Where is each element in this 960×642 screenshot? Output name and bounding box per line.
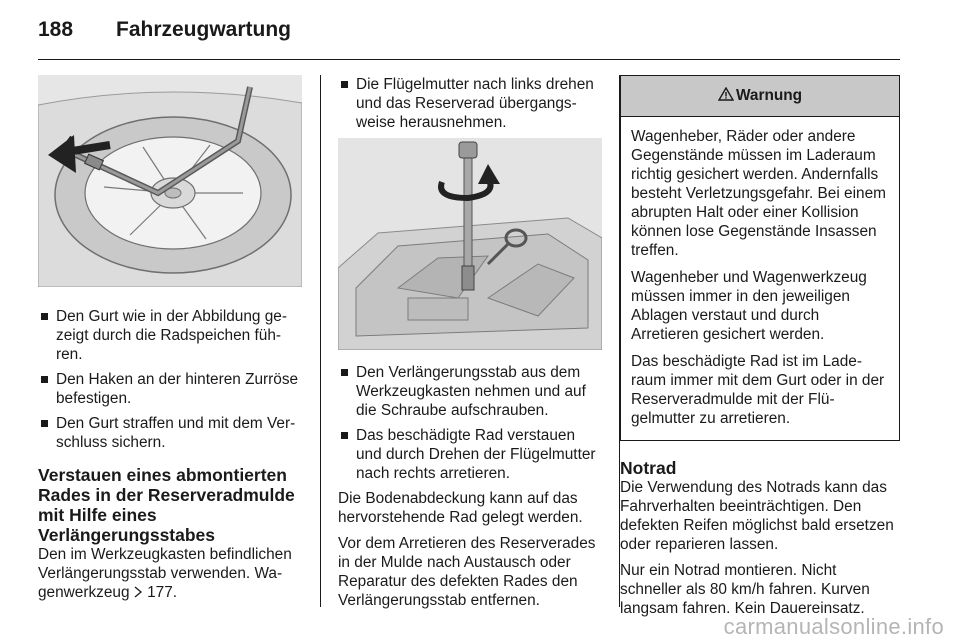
spare-wheel-strap-illustration: [38, 75, 302, 287]
remove-rod-paragraph: Vor dem Arretieren des Reserverades in der Mulde nach Austausch oder Reparatur des defekten Rades den Verlängerungsstab entfernen.: [338, 535, 596, 609]
bullet-square-icon: [41, 376, 48, 383]
floor-cover-paragraph: Die Bodenabdeckung kann auf das hervorstehende Rad gelegt werden.: [338, 490, 583, 526]
section-heading-storage: Verstauen eines abmontierten Rades in der Reserveradmulde mit Hilfe eines Verlängerungsstabes: [38, 465, 295, 545]
warning-title: Warnung: [735, 87, 803, 104]
bullet-square-icon: [341, 81, 348, 88]
list-item: Den Gurt straffen und mit dem Verschluss sichern.: [38, 414, 302, 452]
column-right: [620, 75, 902, 625]
page-header: [38, 18, 291, 48]
column-left: [38, 75, 302, 609]
bullet-square-icon: [341, 369, 348, 376]
bullet-square-icon: [341, 432, 348, 439]
warning-header: [621, 76, 899, 117]
warning-triangle-icon: [718, 87, 734, 106]
bullet-square-icon: [41, 313, 48, 320]
extension-rod-illustration: [338, 138, 602, 350]
list-item: Den Gurt wie in der Abbildung gezeigt durch die Radspeichen führen.: [38, 307, 302, 364]
arrow-reference-icon: [134, 584, 143, 596]
strap-instructions-list: [38, 307, 302, 452]
page-title: Fahrzeugwartung: [116, 18, 292, 41]
notrad-paragraph: Die Verwendung des Notrads kann das Fahrverhalten beeinträchtigen. Den defekten Reifen möglichst bald ersetzen oder reparieren lassen.: [620, 479, 894, 553]
extension-rod-drawing: [338, 138, 602, 350]
storage-paragraph: Den im Werkzeugkasten befindlichen Verlängerungsstab verwenden. Wagenwerkzeug 177.: [38, 546, 292, 601]
list-item: Das beschädigte Rad verstauen und durch Drehen der Flügelmutter nach rechts arretieren.: [338, 426, 602, 483]
page-number: 188: [38, 18, 74, 41]
wing-nut-instructions-top: [338, 75, 602, 132]
warning-paragraph: Das beschädigte Rad ist im Laderaum immer mit dem Gurt oder in der Reserveradmulde mit der Flügelmutter zu arretieren.: [631, 353, 885, 427]
reference-page: 177.: [147, 584, 178, 601]
spare-wheel-drawing: [38, 75, 302, 287]
header-rule: [38, 59, 900, 60]
warning-paragraph: Wagenheber und Wagenwerkzeug müssen immer in den jeweiligen Ablagen verstaut und durch Arretieren gesichert werden.: [631, 269, 867, 343]
bullet-square-icon: [41, 420, 48, 427]
list-item: Den Haken an der hinteren Zurröse befestigen.: [38, 370, 302, 408]
column-middle: [338, 75, 602, 617]
warning-body: [621, 117, 899, 440]
column-divider-left: [320, 75, 321, 607]
list-item: Den Verlängerungsstab aus dem Werkzeugkasten nehmen und auf die Schraube aufschrauben.: [338, 363, 602, 420]
watermark: carmanualsonline.info: [723, 614, 944, 639]
extension-rod-instructions: [338, 363, 602, 483]
list-item: Die Flügelmutter nach links drehen und das Reserverad übergangsweise herausnehmen.: [338, 75, 602, 132]
warning-box: [620, 75, 900, 441]
warning-paragraph: Wagenheber, Räder oder andere Gegenstände müssen im Laderaum richtig gesichert werden. Andernfalls besteht Verletzungsgefahr. Bei einem abrupten Halt oder einer Kollision können lose Gegenstände Insassen treffen.: [631, 128, 886, 259]
notrad-paragraph: Nur ein Notrad montieren. Nicht schneller als 80 km/h fahren. Kurven langsam fahren. Kein Dauereinsatz.: [620, 562, 870, 617]
section-heading-notrad: Notrad: [620, 458, 677, 478]
